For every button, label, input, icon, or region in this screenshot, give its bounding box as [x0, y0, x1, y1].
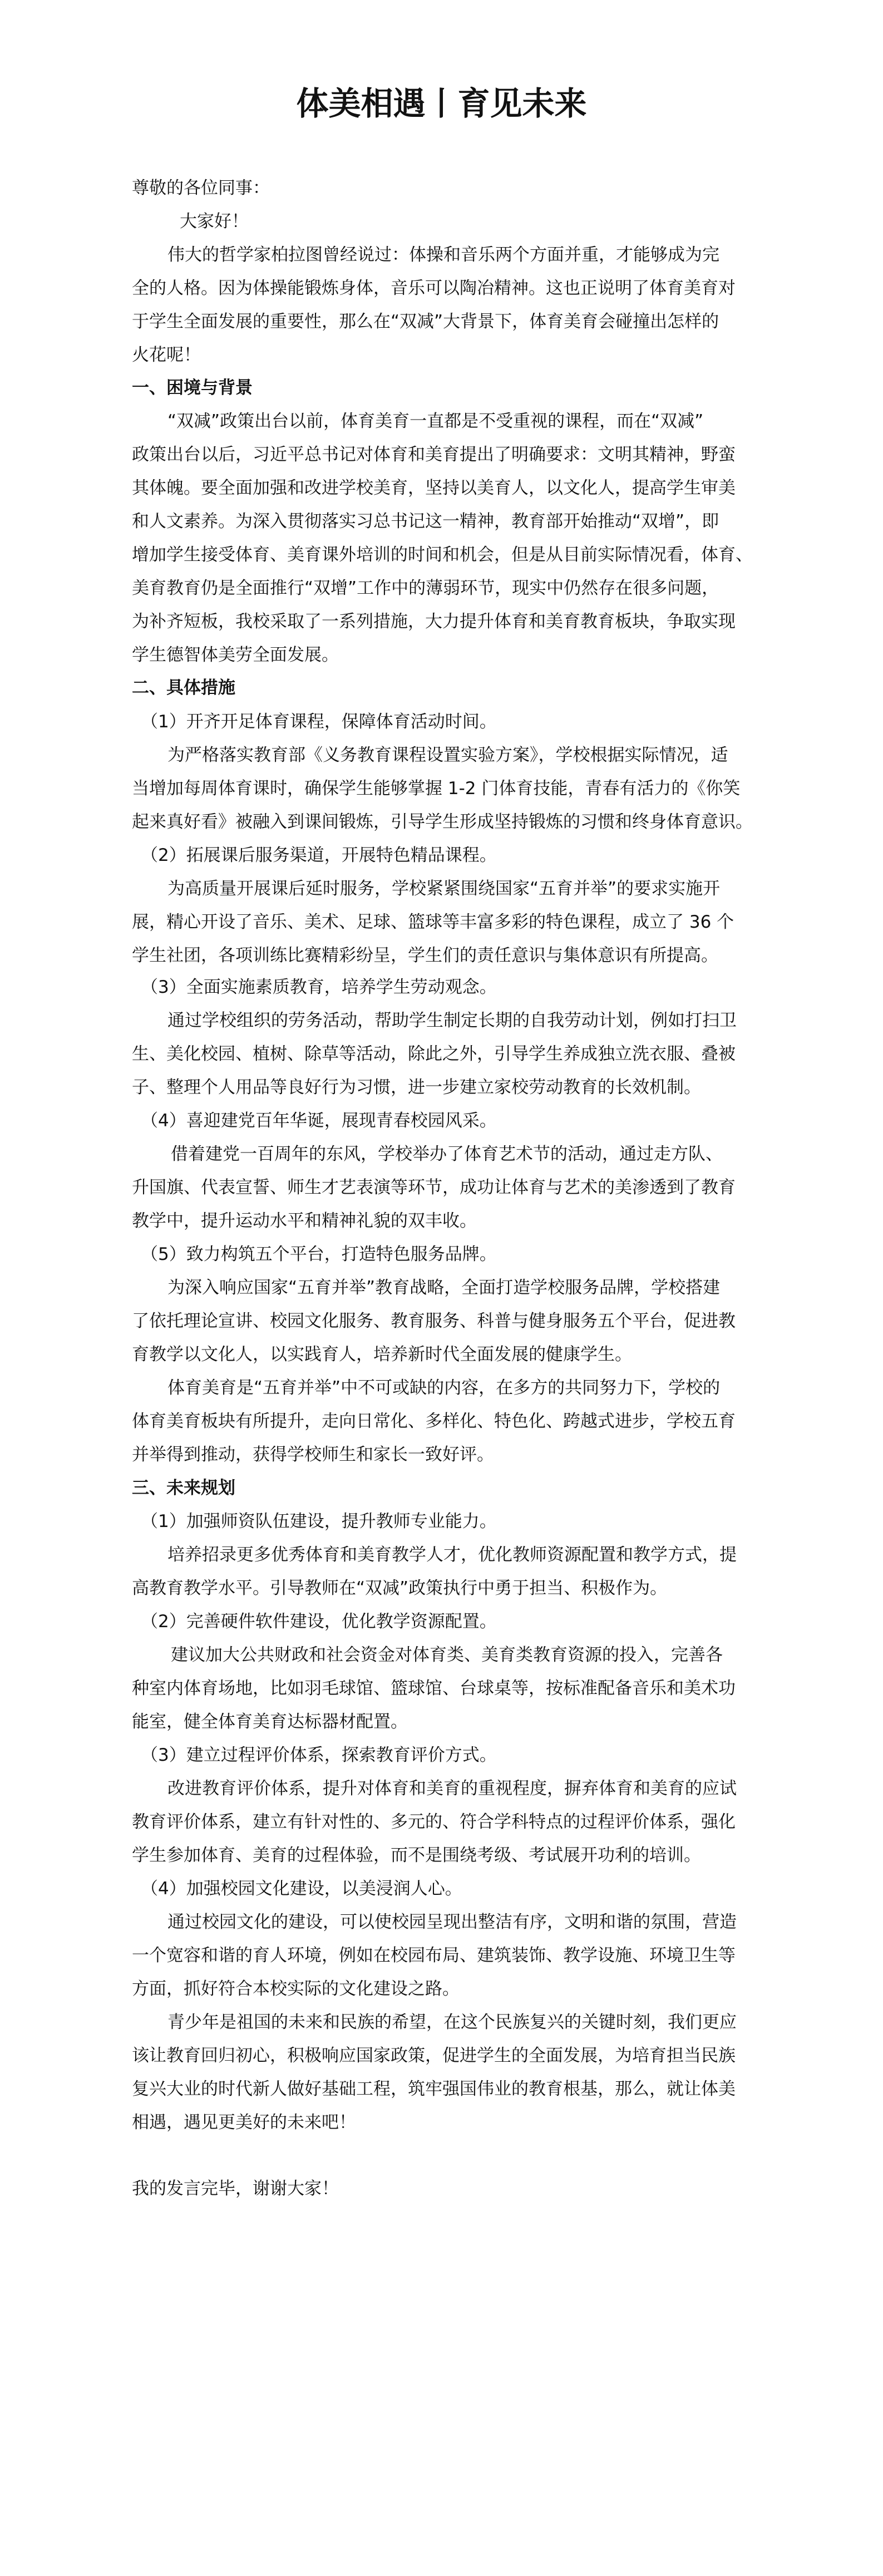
paragraph-line: 通过校园文化的建设，可以使校园呈现出整洁有序，文明和谐的氛围，营造: [167, 1912, 737, 1932]
section-heading: 二、具体措施: [132, 678, 235, 698]
paragraph-line: 政策出台以后，习近平总书记对体育和美育提出了明确要求：文明其精神，野蛮: [132, 445, 736, 465]
paragraph-line: 借着建党一百周年的东风，学校举办了体育艺术节的活动，通过走方队、: [171, 1144, 723, 1164]
subsection-heading: （4）加强校园文化建设，以美浸润人心。: [141, 1879, 462, 1899]
subsection-heading: （2）完善硬件软件建设，优化教学资源配置。: [141, 1612, 497, 1632]
paragraph-line: 种室内体育场地，比如羽毛球馆、篮球馆、台球桌等，按标准配备音乐和美术功: [132, 1678, 736, 1698]
paragraph-line: 展，精心开设了音乐、美术、足球、篮球等丰富多彩的特色课程，成立了 36 个: [132, 912, 734, 932]
paragraph-line: 培养招录更多优秀体育和美育教学人才，优化教师资源配置和教学方式，提: [167, 1545, 737, 1565]
paragraph-line: 该让教育回归初心，积极响应国家政策，促进学生的全面发展，为培育担当民族: [132, 2046, 736, 2066]
paragraph-line: 体育美育板块有所提升，走向日常化、多样化、特色化、跨越式进步，学校五育: [132, 1411, 736, 1431]
paragraph-line: 青少年是祖国的未来和民族的希望，在这个民族复兴的关键时刻，我们更应: [167, 2012, 737, 2032]
paragraph-line: 于学生全面发展的重要性，那么在“双减”大背景下，体育美育会碰撞出怎样的: [132, 312, 719, 332]
paragraph-line: 为补齐短板，我校采取了一系列措施，大力提升体育和美育教育板块，争取实现: [132, 612, 736, 632]
paragraph-line: 建议加大公共财政和社会资金对体育类、美育类教育资源的投入，完善各: [171, 1645, 723, 1665]
paragraph-line: 能室，健全体育美育达标器材配置。: [132, 1712, 408, 1732]
paragraph-line: 火花呢！: [132, 345, 201, 365]
paragraph-line: 当增加每周体育课时，确保学生能够掌握 1-2 门体育技能，青春有活力的《你笑: [132, 779, 741, 799]
paragraph-line: 生、美化校园、植树、除草等活动，除此之外，引导学生养成独立洗衣服、叠被: [132, 1044, 736, 1064]
subsection-heading: （3）建立过程评价体系，探索教育评价方式。: [141, 1745, 497, 1765]
subsection-heading: （1）加强师资队伍建设，提升教师专业能力。: [141, 1511, 497, 1531]
section-heading: 三、未来规划: [132, 1478, 235, 1498]
paragraph-line: 为严格落实教育部《义务教育课程设置实验方案》，学校根据实际情况，适: [167, 745, 728, 765]
paragraph-line: 增加学生接受体育、美育课外培训的时间和机会，但是从目前实际情况看，体育、: [132, 545, 753, 565]
paragraph-line: 伟大的哲学家柏拉图曾经说过：体操和音乐两个方面并重，才能够成为完: [167, 245, 719, 265]
subsection-heading: （3）全面实施素质教育，培养学生劳动观念。: [141, 977, 497, 997]
paragraph-line: 通过学校组织的劳务活动，帮助学生制定长期的自我劳动计划，例如打扫卫: [167, 1011, 737, 1031]
paragraph-line: 全的人格。因为体操能锻炼身体，音乐可以陶冶精神。这也正说明了体育美育对: [132, 278, 736, 298]
paragraph-line: 起来真好看》被融入到课间锻炼，引导学生形成坚持锻炼的习惯和终身体育意识。: [132, 812, 753, 832]
paragraph-line: 美育教育仍是全面推行“双增”工作中的薄弱环节，现实中仍然存在很多问题，: [132, 578, 719, 598]
paragraph-line: 和人文素养。为深入贯彻落实习总书记这一精神，教育部开始推动“双增”，即: [132, 511, 719, 531]
paragraph-line: 为深入响应国家“五育并举”教育战略，全面打造学校服务品牌，学校搭建: [167, 1278, 721, 1298]
paragraph-line: 学生参加体育、美育的过程体验，而不是围绕考级、考试展开功利的培训。: [132, 1845, 701, 1865]
paragraph-line: 体育美育是“五育并举”中不可或缺的内容，在多方的共同努力下，学校的: [167, 1378, 721, 1398]
paragraph-line: 了依托理论宣讲、校园文化服务、教育服务、科普与健身服务五个平台，促进教: [132, 1311, 736, 1331]
paragraph-line: 教学中，提升运动水平和精神礼貌的双丰收。: [132, 1211, 477, 1231]
section-heading: 一、困境与背景: [132, 378, 253, 398]
paragraph-line: 育教学以文化人，以实践育人，培养新时代全面发展的健康学生。: [132, 1344, 632, 1365]
paragraph-line: 子、整理个人用品等良好行为习惯，进一步建立家校劳动教育的长效机制。: [132, 1077, 701, 1097]
paragraph-line: 并举得到推动，获得学校师生和家长一致好评。: [132, 1445, 494, 1465]
salutation: 尊敬的各位同事：: [132, 178, 270, 198]
greeting: 大家好！: [180, 211, 249, 232]
subsection-heading: （2）拓展课后服务渠道，开展特色精品课程。: [141, 845, 497, 865]
document-title: 体美相遇丨育见未来: [296, 85, 587, 122]
subsection-heading: （4）喜迎建党百年华诞，展现青春校园风采。: [141, 1111, 497, 1131]
closing-line: 我的发言完毕，谢谢大家！: [132, 2179, 339, 2199]
paragraph-line: 高教育教学水平。引导教师在“双减”政策执行中勇于担当、积极作为。: [132, 1578, 668, 1598]
subsection-heading: （1）开齐开足体育课程，保障体育活动时间。: [141, 712, 497, 732]
paragraph-line: 学生社团，各项训练比赛精彩纷呈，学生们的责任意识与集体意识有所提高。: [132, 945, 718, 966]
paragraph-line: 其体魄。要全面加强和改进学校美育，坚持以美育人，以文化人，提高学生审美: [132, 478, 736, 498]
paragraph-line: 方面，抓好符合本校实际的文化建设之路。: [132, 1979, 460, 1999]
paragraph-line: 为高质量开展课后延时服务，学校紧紧围绕国家“五育并举”的要求实施开: [167, 879, 721, 899]
paragraph-line: 一个宽容和谐的育人环境，例如在校园布局、建筑装饰、教学设施、环境卫生等: [132, 1945, 736, 1966]
subsection-heading: （5）致力构筑五个平台，打造特色服务品牌。: [141, 1244, 497, 1264]
paragraph-line: 教育评价体系，建立有针对性的、多元的、符合学科特点的过程评价体系，强化: [132, 1812, 736, 1832]
paragraph-line: 学生德智体美劳全面发展。: [132, 645, 339, 665]
paragraph-line: 复兴大业的时代新人做好基础工程，筑牢强国伟业的教育根基，那么，就让体美: [132, 2079, 736, 2099]
paragraph-line: 升国旗、代表宣誓、师生才艺表演等环节，成功让体育与艺术的美渗透到了教育: [132, 1178, 736, 1198]
paragraph-line: 相遇，遇见更美好的未来吧！: [132, 2112, 356, 2132]
paragraph-line: 改进教育评价体系，提升对体育和美育的重视程度，摒弃体育和美育的应试: [167, 1779, 737, 1799]
paragraph-line: “双减”政策出台以前，体育美育一直都是不受重视的课程，而在“双减”: [167, 411, 704, 431]
